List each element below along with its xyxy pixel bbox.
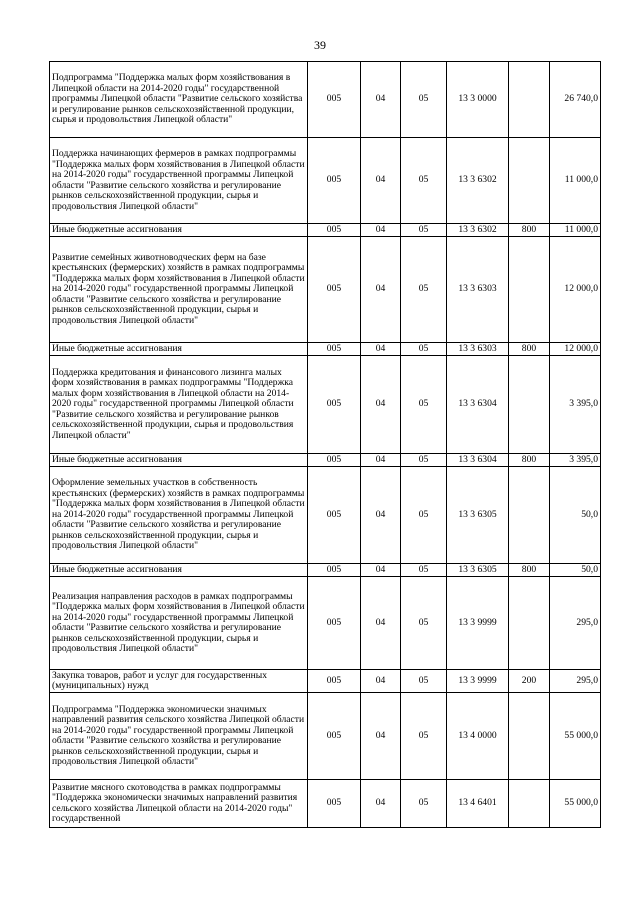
subsection-code: 05 [401, 237, 447, 343]
section-code: 04 [361, 467, 401, 564]
row-name: Иные бюджетные ассигнования [50, 343, 308, 356]
section-code: 04 [361, 780, 401, 828]
ministry-code: 005 [308, 356, 361, 454]
section-code: 04 [361, 343, 401, 356]
subsection-code: 05 [401, 467, 447, 564]
target-code: 13 3 6304 [447, 454, 509, 467]
expense-type-code: 800 [509, 224, 550, 237]
table-row [50, 564, 601, 577]
ministry-code: 005 [308, 577, 361, 670]
amount: 55 000,0 [550, 693, 601, 780]
expense-type-code: 800 [509, 564, 550, 577]
ministry-code: 005 [308, 780, 361, 828]
row-name: Развитие мясного скотоводства в рамках подпрограммы "Поддержка экономически значимых направлений развития сельского хозяйства Липецкой области на 2014-2020 годы" государственной [50, 780, 308, 828]
ministry-code: 005 [308, 237, 361, 343]
amount: 295,0 [550, 577, 601, 670]
subsection-code: 05 [401, 454, 447, 467]
section-code: 04 [361, 454, 401, 467]
table-row [50, 454, 601, 467]
subsection-code: 05 [401, 670, 447, 693]
subsection-code: 05 [401, 62, 447, 138]
section-code: 04 [361, 670, 401, 693]
ministry-code: 005 [308, 343, 361, 356]
row-name: Иные бюджетные ассигнования [50, 564, 308, 577]
amount: 50,0 [550, 564, 601, 577]
expense-type-code [509, 138, 550, 224]
amount: 50,0 [550, 467, 601, 564]
amount: 12 000,0 [550, 237, 601, 343]
expense-type-code [509, 237, 550, 343]
table-row [50, 343, 601, 356]
row-name: Поддержка кредитования и финансового лизинга малых форм хозяйствования в рамках подпрограммы "Поддержка малых форм хозяйствования в Липецкой области на 2014-2020 годы" государственной программы Липецкой области "Развитие сельского хозяйства и регулирование рынков сельскохозяйственной продукции, сырья и продовольствия Липецкой области" [50, 356, 308, 454]
section-code: 04 [361, 356, 401, 454]
amount: 295,0 [550, 670, 601, 693]
expense-type-code: 200 [509, 670, 550, 693]
row-name: Развитие семейных животноводческих ферм на базе крестьянских (фермерских) хозяйств в рамках подпрограммы "Поддержка малых форм хозяйствования в Липецкой области на 2014-2020 годы" государственной программы Липецкой области "Развитие сельского хозяйства и регулирование рынков сельскохозяйственной продукции, сырья и продовольствия Липецкой области" [50, 237, 308, 343]
ministry-code: 005 [308, 467, 361, 564]
ministry-code: 005 [308, 454, 361, 467]
target-code: 13 4 6401 [447, 780, 509, 828]
table-row [50, 138, 601, 224]
table-row [50, 780, 601, 828]
subsection-code: 05 [401, 693, 447, 780]
row-name: Иные бюджетные ассигнования [50, 224, 308, 237]
section-code: 04 [361, 564, 401, 577]
subsection-code: 05 [401, 780, 447, 828]
section-code: 04 [361, 577, 401, 670]
target-code: 13 3 0000 [447, 62, 509, 138]
row-name: Закупка товаров, работ и услуг для государственных (муниципальных) нужд [50, 670, 308, 693]
amount: 3 395,0 [550, 356, 601, 454]
target-code: 13 3 6303 [447, 237, 509, 343]
amount: 55 000,0 [550, 780, 601, 828]
target-code: 13 4 0000 [447, 693, 509, 780]
row-name: Подпрограмма "Поддержка малых форм хозяйствования в Липецкой области на 2014-2020 годы" государственной программы Липецкой области "Развитие сельского хозяйства и регулирование рынков сельскохозяйственной продукции, сырья и продовольствия Липецкой области" [50, 62, 308, 138]
row-name: Подпрограмма "Поддержка экономически значимых направлений развития сельского хозяйства Липецкой области на 2014-2020 годы" государственной программы Липецкой области "Развитие сельского хозяйства и регулирование рынков сельскохозяйственной продукции, сырья и продовольствия Липецкой области" [50, 693, 308, 780]
ministry-code: 005 [308, 62, 361, 138]
target-code: 13 3 9999 [447, 670, 509, 693]
table-row [50, 670, 601, 693]
table-row [50, 224, 601, 237]
amount: 12 000,0 [550, 343, 601, 356]
table-row [50, 62, 601, 138]
target-code: 13 3 6305 [447, 564, 509, 577]
amount: 11 000,0 [550, 224, 601, 237]
table-row [50, 577, 601, 670]
table-row [50, 467, 601, 564]
ministry-code: 005 [308, 693, 361, 780]
budget-table [49, 61, 601, 828]
subsection-code: 05 [401, 138, 447, 224]
table-row [50, 356, 601, 454]
ministry-code: 005 [308, 670, 361, 693]
subsection-code: 05 [401, 356, 447, 454]
section-code: 04 [361, 224, 401, 237]
table-row [50, 693, 601, 780]
expense-type-code [509, 693, 550, 780]
target-code: 13 3 6305 [447, 467, 509, 564]
subsection-code: 05 [401, 564, 447, 577]
subsection-code: 05 [401, 577, 447, 670]
expense-type-code [509, 577, 550, 670]
expense-type-code [509, 62, 550, 138]
amount: 11 000,0 [550, 138, 601, 224]
ministry-code: 005 [308, 224, 361, 237]
section-code: 04 [361, 237, 401, 343]
section-code: 04 [361, 693, 401, 780]
row-name: Поддержка начинающих фермеров в рамках подпрограммы "Поддержка малых форм хозяйствования в Липецкой области на 2014-2020 годы" государственной программы Липецкой области "Развитие сельского хозяйства и регулирование рынков сельскохозяйственной продукции, сырья и продовольствия Липецкой области" [50, 138, 308, 224]
row-name: Оформление земельных участков в собственность крестьянских (фермерских) хозяйств в рамках подпрограммы "Поддержка малых форм хозяйствования в Липецкой области на 2014-2020 годы" государственной программы Липецкой области "Развитие сельского хозяйства и регулирование рынков сельскохозяйственной продукции, сырья и продовольствия Липецкой области" [50, 467, 308, 564]
expense-type-code: 800 [509, 343, 550, 356]
expense-type-code [509, 356, 550, 454]
row-name: Иные бюджетные ассигнования [50, 454, 308, 467]
amount: 3 395,0 [550, 454, 601, 467]
row-name: Реализация направления расходов в рамках подпрограммы "Поддержка малых форм хозяйствования в Липецкой области на 2014-2020 годы" государственной программы Липецкой области "Развитие сельского хозяйства и регулирование рынков сельскохозяйственной продукции, сырья и продовольствия Липецкой области" [50, 577, 308, 670]
expense-type-code [509, 467, 550, 564]
amount: 26 740,0 [550, 62, 601, 138]
expense-type-code [509, 780, 550, 828]
subsection-code: 05 [401, 343, 447, 356]
target-code: 13 3 9999 [447, 577, 509, 670]
section-code: 04 [361, 62, 401, 138]
target-code: 13 3 6302 [447, 224, 509, 237]
table-row [50, 237, 601, 343]
target-code: 13 3 6302 [447, 138, 509, 224]
section-code: 04 [361, 138, 401, 224]
subsection-code: 05 [401, 224, 447, 237]
target-code: 13 3 6304 [447, 356, 509, 454]
ministry-code: 005 [308, 564, 361, 577]
page-number: 39 [314, 38, 326, 52]
expense-type-code: 800 [509, 454, 550, 467]
target-code: 13 3 6303 [447, 343, 509, 356]
ministry-code: 005 [308, 138, 361, 224]
